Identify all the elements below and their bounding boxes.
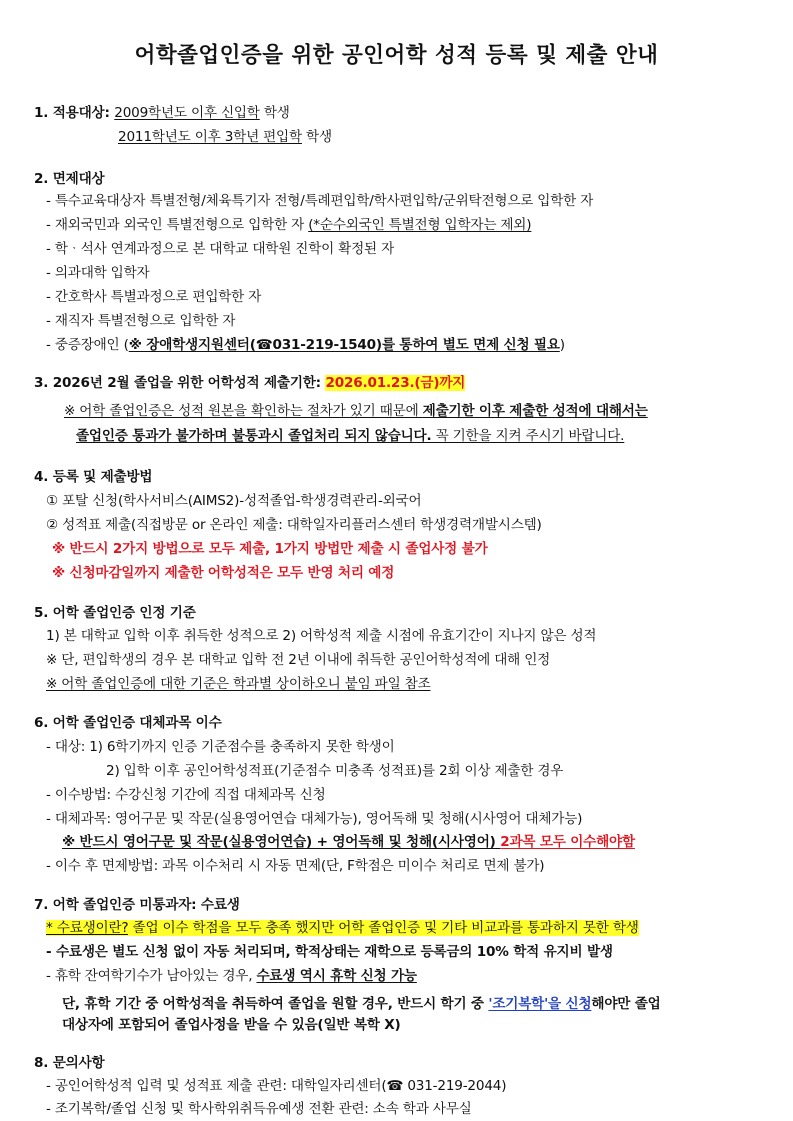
s7-item1-text: 졸업 이수 학점을 모두 충족 했지만 어학 졸업인증 및 기타 비교과를 통과하지 못한 학생 [128, 920, 639, 936]
s7-item1-label: * 수료생이란? [46, 920, 129, 936]
s7-item4-text: 단, 휴학 기간 중 어학성적을 취득하여 졸업을 원할 경우, 반드시 학기 중 [62, 996, 489, 1012]
s7-item4-suffix: 해야만 졸업 [591, 996, 661, 1012]
s7-item4 [62, 995, 661, 1013]
s1-target2-suffix: 학생 [301, 129, 332, 145]
s7-item1 [46, 919, 639, 937]
s4-warning1: ※ 반드시 2가지 방법으로 모두 제출, 1가지 방법만 제출 시 졸업사정 불가 [52, 541, 488, 557]
s3-note1-text: ※ 어학 졸업인증은 성적 원본을 확인하는 절차가 있기 때문에 [64, 403, 423, 419]
s6-item2: 2) 입학 이후 공인어학성적표(기준점수 미충족 성적표)를 2회 이상 제출한 경우 [106, 763, 564, 779]
s2-item2 [46, 216, 531, 234]
s1-target1: 2009학년도 이후 신입학 [114, 105, 260, 121]
s4-item1: ① 포탈 신청(학사서비스(AIMS2)-성적졸업-학생경력관리-외국어 [46, 493, 422, 509]
s6-item5-text: ※ 반드시 영어구문 및 작문(실용영어연습) + 영어독해 및 청해(시사영어) [62, 834, 501, 850]
s3-deadline: 2026.01.23.(금)까지 [325, 375, 466, 391]
s6-item5 [62, 833, 635, 851]
s1-line1 [34, 104, 290, 122]
s7-item3 [46, 967, 417, 985]
s7-heading: 7. 어학 졸업인증 미통과자: 수료생 [34, 897, 240, 913]
s2-item7-close: ) [559, 337, 565, 353]
s5-heading: 5. 어학 졸업인증 인정 기준 [34, 605, 196, 621]
s7-item4-link: '조기복학'을 신청 [488, 996, 592, 1012]
s4-item2: ② 성적표 제출(직접방문 or 온라인 제출: 대학일자리플러스센터 학생경력개발시스템) [46, 517, 542, 533]
s2-item2-note: (*순수외국인 특별전형 입학자는 제외) [308, 217, 532, 233]
s5-item3: ※ 어학 졸업인증에 대한 기준은 학과별 상이하오니 붙임 파일 참조 [46, 676, 431, 692]
s2-item2-text: - 재외국민과 외국인 특별전형으로 입학한 자 [46, 217, 309, 233]
s6-item4: - 대체과목: 영어구문 및 작문(실용영어연습 대체가능), 영어독해 및 청해(시사영어 대체가능) [46, 811, 583, 827]
s1-heading: 1. 적용대상: [34, 105, 115, 121]
s5-item2: ※ 단, 편입학생의 경우 본 대학교 입학 전 2년 이내에 취득한 공인어학성적에 대해 인정 [46, 652, 551, 668]
s3-note1-bold: 제출기한 이후 제출한 성적에 대해서는 [422, 403, 648, 419]
s2-item1: - 특수교육대상자 특별전형/체육특기자 전형/특례편입학/학사편입학/군위탁전형으로 입학한 자 [46, 193, 594, 209]
s2-item4: - 의과대학 입학자 [46, 265, 150, 281]
s1-line2 [118, 128, 332, 146]
s2-item3: - 학ᆞ석사 연계과정으로 본 대학교 대학원 진학이 확정된 자 [46, 241, 395, 257]
s6-item3: - 이수방법: 수강신청 기간에 직접 대체과목 신청 [46, 787, 326, 803]
s2-item6: - 재직자 특별전형으로 입학한 자 [46, 313, 236, 329]
s3-heading: 3. 2026년 2월 졸업을 위한 어학성적 제출기한: [34, 375, 326, 391]
s8-heading: 8. 문의사항 [34, 1055, 105, 1071]
s3-note2-text: 꼭 기한을 지켜 주시기 바랍니다. [431, 428, 625, 444]
s3-note2-bold: 졸업인증 통과가 불가하며 불통과시 졸업처리 되지 않습니다. [76, 428, 432, 444]
s2-item7-note: ※ 장애학생지원센터(☎031-219-1540)를 통하여 별도 면제 신청 필요 [128, 337, 560, 353]
s8-item1: - 공인어학성적 입력 및 성적표 제출 관련: 대학일자리센터(☎ 031-219-2044) [46, 1078, 507, 1094]
s6-heading: 6. 어학 졸업인증 대체과목 이수 [34, 715, 222, 731]
s8-item2: - 조기복학/졸업 신청 및 학사학위취득유예생 전환 관련: 소속 학과 사무실 [46, 1101, 472, 1117]
s7-item3-text: - 휴학 잔여학기수가 남아있는 경우, [46, 968, 257, 984]
s2-item7-text: - 중증장애인 ( [46, 337, 129, 353]
s2-item5: - 간호학사 특별과정으로 편입학한 자 [46, 289, 262, 305]
s2-item7 [46, 336, 565, 354]
s7-item3-bold: 수료생 역시 휴학 신청 가능 [256, 968, 417, 984]
s5-item1: 1) 본 대학교 입학 이후 취득한 성적으로 2) 어학성적 제출 시점에 유효기간이 지나지 않은 성적 [46, 628, 597, 644]
s3-line1 [34, 374, 465, 392]
s1-target1-suffix: 학생 [259, 105, 290, 121]
s1-target2: 2011학년도 이후 3학년 편입학 [118, 129, 302, 145]
s7-item5: 대상자에 포함되어 졸업사정을 받을 수 있음(일반 복학 X) [62, 1017, 401, 1033]
s6-item1: - 대상: 1) 6학기까지 인증 기준점수를 충족하지 못한 학생이 [46, 739, 395, 755]
s6-item5-red: 2과목 모두 이수해야함 [500, 834, 635, 850]
s4-warning2: ※ 신청마감일까지 제출한 어학성적은 모두 반영 처리 예정 [52, 565, 395, 581]
s3-note2 [76, 427, 624, 445]
document-title: 어학졸업인증을 위한 공인어학 성적 등록 및 제출 안내 [134, 43, 659, 68]
s3-note1 [64, 402, 648, 420]
s7-item2: - 수료생은 별도 신청 없이 자동 처리되며, 학적상태는 재학으로 등록금의 10% 학적 유지비 발생 [46, 944, 613, 960]
s6-item6: - 이수 후 면제방법: 과목 이수처리 시 자동 면제(단, F학점은 미이수 처리로 면제 불가) [46, 858, 545, 874]
s4-heading: 4. 등록 및 제출방법 [34, 469, 153, 485]
s2-heading: 2. 면제대상 [34, 171, 105, 187]
